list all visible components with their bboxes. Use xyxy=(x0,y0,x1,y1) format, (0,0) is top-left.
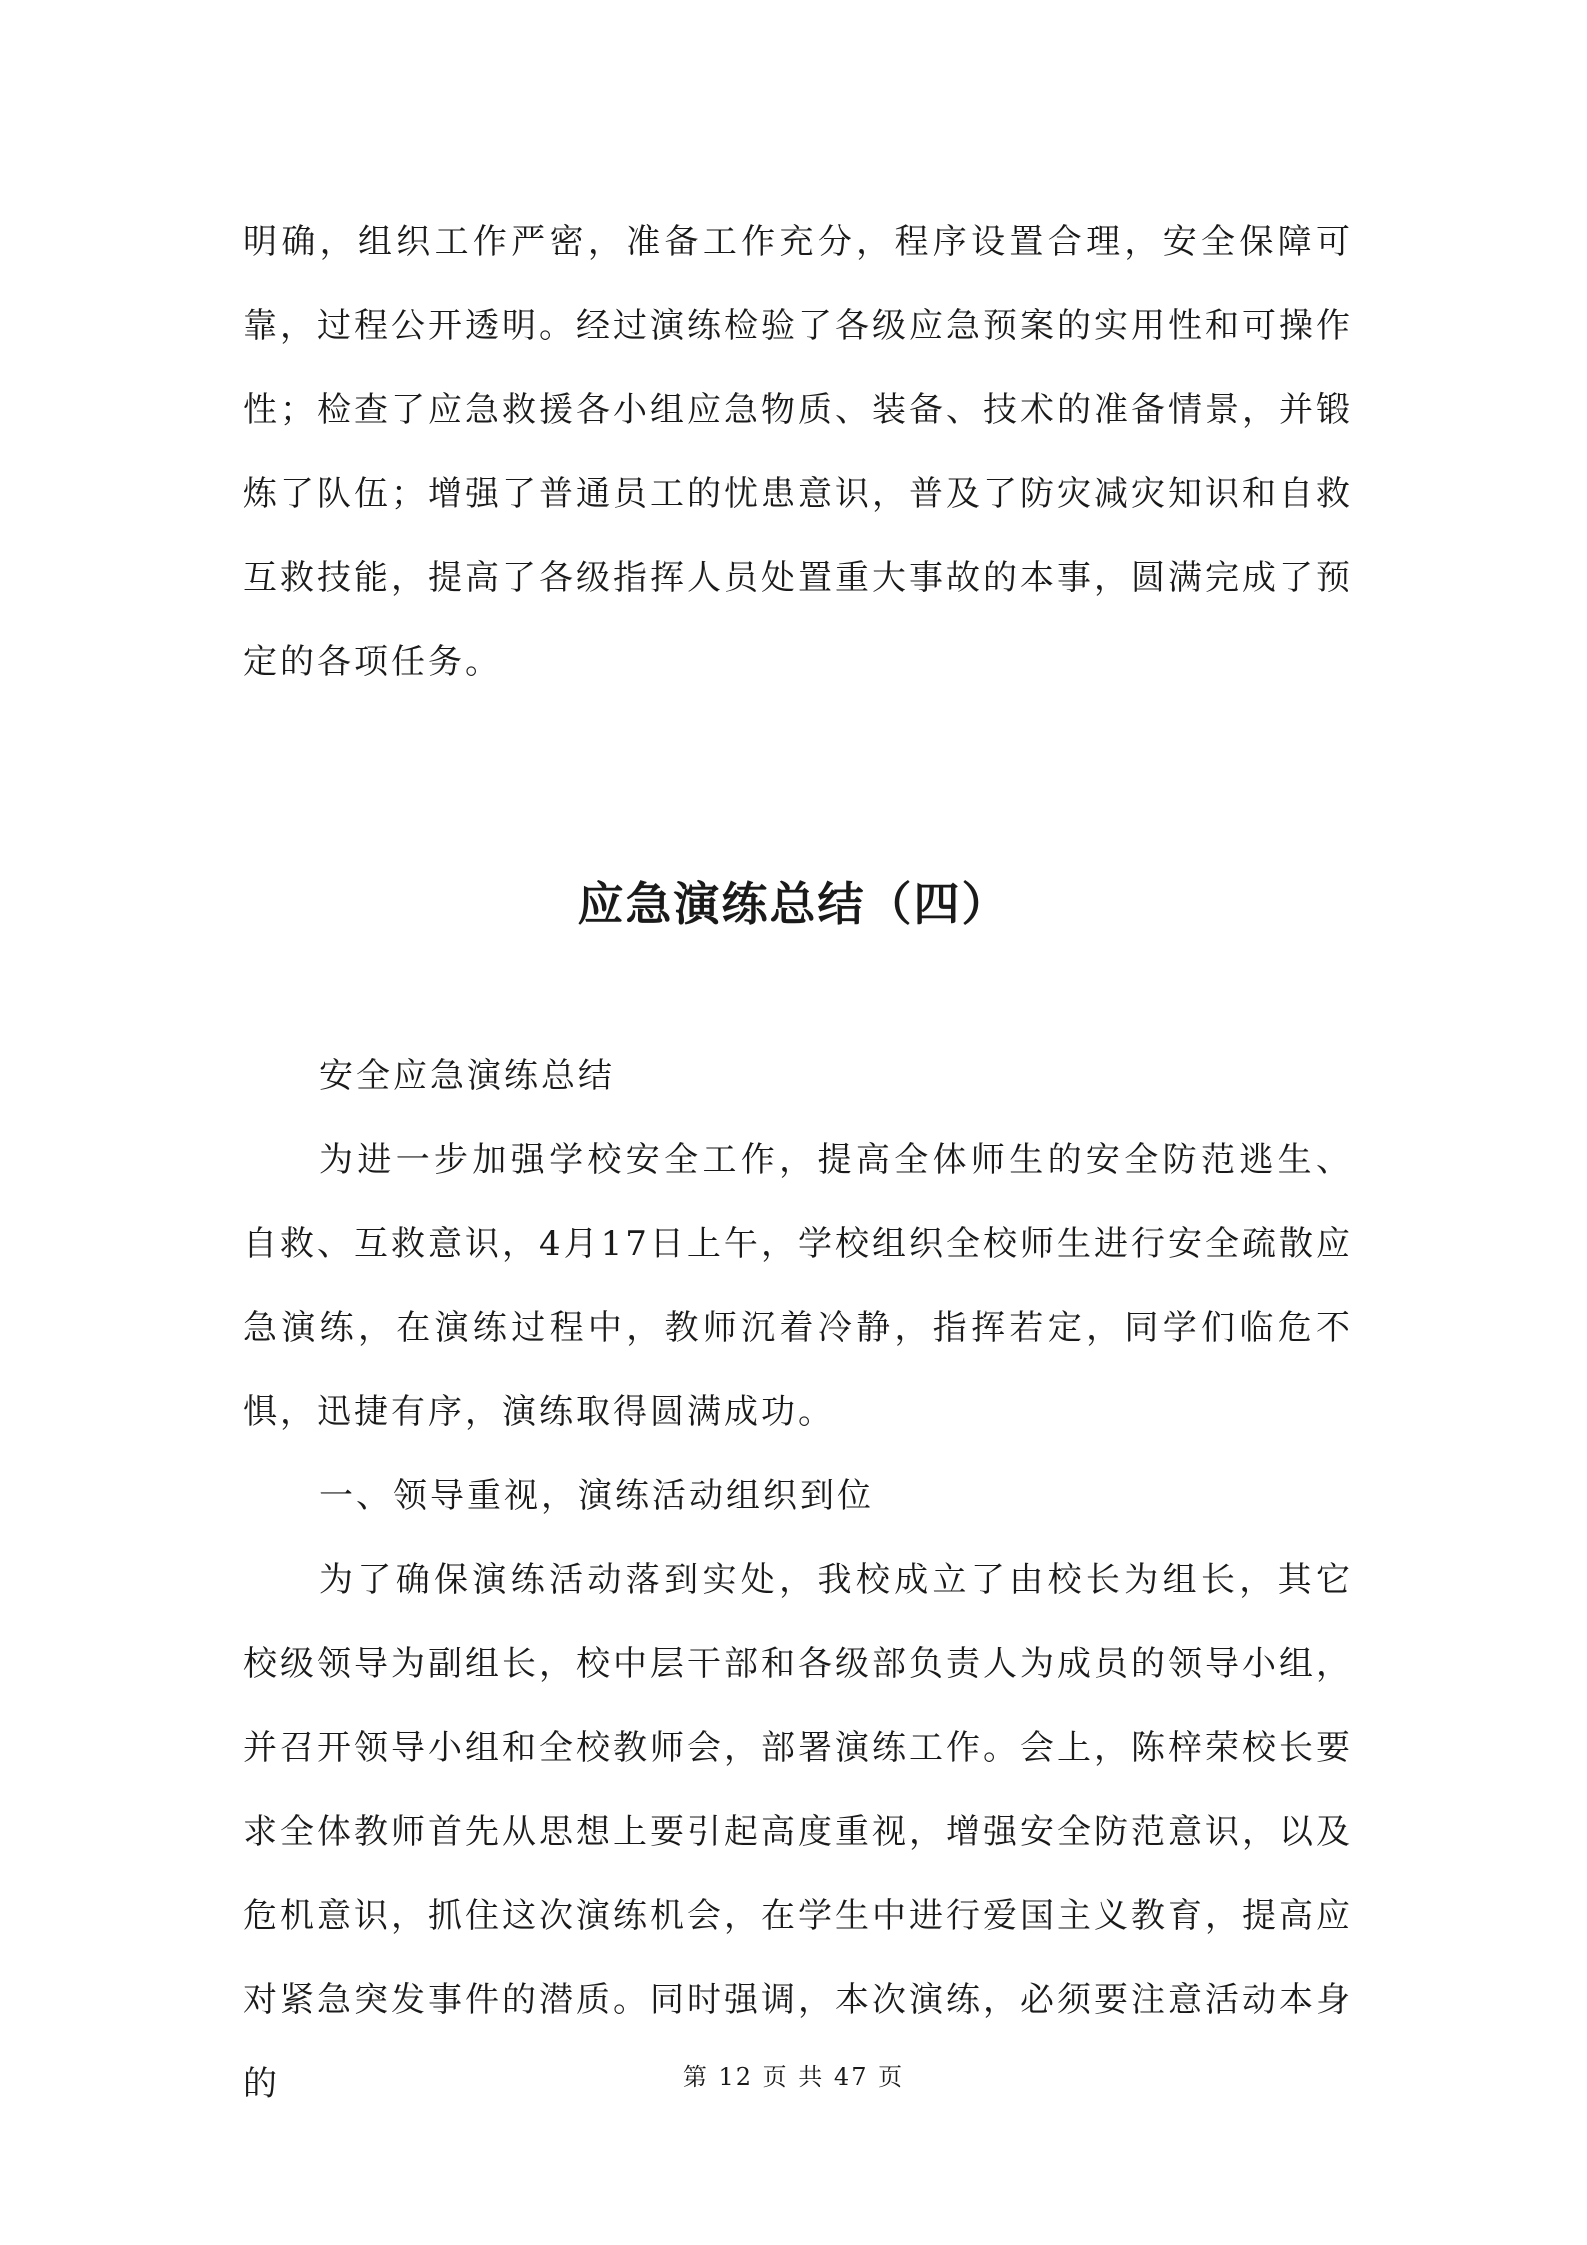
heading-paragraph: 一、领导重视，演练活动组织到位 xyxy=(319,1476,874,1516)
subtitle-paragraph: 安全应急演练总结 xyxy=(319,1056,615,1096)
section-title: 应急演练总结（四） xyxy=(577,877,1010,931)
page-footer: 第 12 页 共 47 页 xyxy=(682,2063,905,2091)
intro-paragraph: 为进一步加强学校安全工作，提高全体师生的安全防范逃生、自救、互救意识，4月17日上午，学校组织全校师生进行安全疏散应急演练，在演练过程中，教师沉着冷静，指挥若定，同学们临危不惧，迅捷有序，演练取得圆满成功。 xyxy=(243,1140,1353,1432)
continuation-paragraph: 明确，组织工作严密，准备工作充分，程序设置合理，安全保障可靠，过程公开透明。经过演练检验了各级应急预案的实用性和可操作性；检查了应急救援各小组应急物质、装备、技术的准备情景，并锻炼了队伍；增强了普通员工的忧患意识，普及了防灾减灾知识和自救互救技能，提高了各级指挥人员处置重大事故的本事，圆满完成了预定的各项任务。 xyxy=(243,222,1353,682)
body-paragraph: 为了确保演练活动落到实处，我校成立了由校长为组长，其它校级领导为副组长，校中层干部和各级部负责人为成员的领导小组，并召开领导小组和全校教师会，部署演练工作。会上，陈梓荣校长要求全体教师首先从思想上要引起高度重视，增强安全防范意识，以及危机意识，抓住这次演练机会，在学生中进行爱国主义教育，提高应对紧急突发事件的潜质。同时强调，本次演练，必须要注意活动本身的 xyxy=(243,1560,1353,2104)
section-body xyxy=(243,1034,1353,2126)
continuation-block xyxy=(243,200,1353,704)
